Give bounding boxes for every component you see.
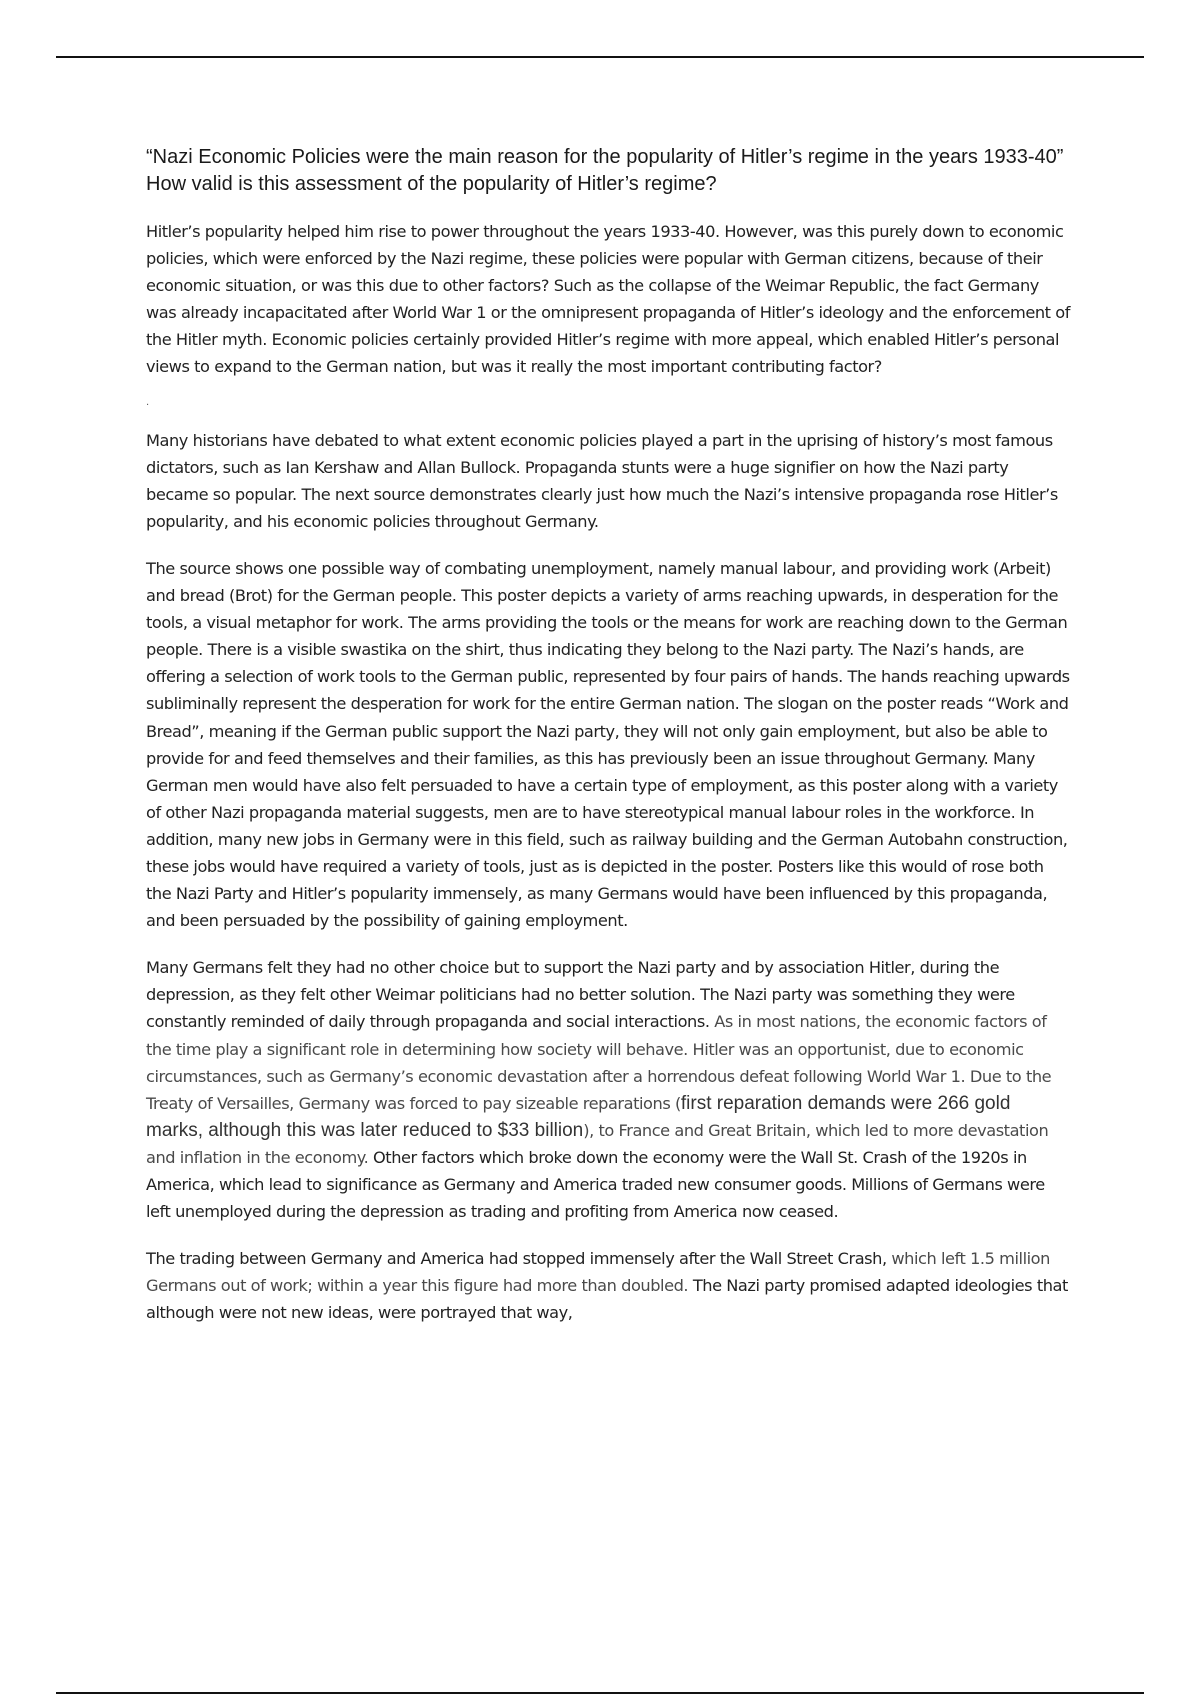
paragraph-4-part-a: Many Germans felt they had no other choice but to support the Nazi party and by association Hitler, during the depression, as they felt other Weimar politicians had no better solution. The Nazi party was something they were constantly reminded of daily through propaganda and social interactions. [146, 958, 1015, 1032]
footer-rule [56, 1692, 1144, 1694]
paragraph-5-part-c: The Nazi party promised adapted ideologies that although were not new ideas, were portrayed that way, [146, 1276, 1068, 1323]
paragraph-intro: Hitler’s popularity helped him rise to power throughout the years 1933-40. However, was this purely down to economic policies, which were enforced by the Nazi regime, these policies were popular with German citizens, because of their economic situation, or was this due to other factors? Such as the collapse of the Weimar Republic, the fact Germany was already incapacitated after World War 1 or the omnipresent propaganda of Hitler’s ideology and the enforcement of the Hitler myth. Economic policies certainly provided Hitler’s regime with more appeal, which enabled Hitler’s personal views to expand to the German nation, but was it really the most important contributing factor? [146, 222, 1070, 377]
paragraph-source-analysis: The source shows one possible way of combating unemployment, namely manual labour, and providing work (Arbeit) and bread (Brot) for the German people. This poster depicts a variety of arms reaching upwards, in desperation for the tools, a visual metaphor for work. The arms providing the tools or the means for work are reaching down to the German people. There is a visible swastika on the shirt, thus indicating they belong to the Nazi party. The Nazi’s hands, are offering a selection of work tools to the German public, represented by four pairs of hands. The hands reaching upwards subliminally represent the desperation for work for the entire German nation. The slogan on the poster reads “Work and Bread”, meaning if the German public support the Nazi party, they will not only gain employment, but also be able to provide for and feed themselves and their families, as this has previously been an issue throughout Germany. Many German men would have also felt persuaded to have a certain type of employment, as this poster along with a variety of other Nazi propaganda material suggests, men are to have stereotypical manual labour roles in the workforce. In addition, many new jobs in Germany were in this field, such as railway building and the German Autobahn construction, these jobs would have required a variety of tools, just as is depicted in the poster. Posters like this would of rose both the Nazi Party and Hitler’s popularity immensely, as many Germans would have been influenced by this propaganda, and been persuaded by the possibility of gaining employment. [146, 558, 1070, 931]
paragraph-4-part-e: Other factors which broke down the economy were the Wall St. Crash of the 1920s in America, which lead to significance as Germany and America traded new consumer goods. Millions of Germans were left unemployed during the depression as trading and profiting from America now ceased. [146, 1147, 1045, 1222]
paragraph-4-part-d: ), to France and Great Britain, which led to more devastation and inflation in the economy. [146, 1120, 1049, 1167]
paragraph-4-reparations-quote: first reparation demands were 266 gold marks, although this was later reduced to $33 billion [146, 1092, 1011, 1141]
paragraph-4-part-b: As in most nations, the economic factors of the time play a significant role in determining how society will behave. Hitler was an opportunist, due to economic circumstances, such as Germany’s economic devastation after a horrendous defeat following World War 1. Due to the Treaty of Versailles, Germany was forced to pay sizeable reparations ( [146, 1012, 1052, 1113]
header-rule [56, 56, 1144, 58]
paragraph-5-part-b: which left 1.5 million Germans out of work; within a year this figure had more than doubled. [146, 1249, 1050, 1296]
paragraph-historians: Many historians have debated to what extent economic policies played a part in the uprising of history’s most famous dictators, such as Ian Kershaw and Allan Bullock. Propaganda stunts were a huge signifier on how the Nazi party became so popular. The next source demonstrates clearly just how much the Nazi’s intensive propaganda rose Hitler’s popularity, and his economic policies throughout Germany. [146, 430, 1058, 531]
paragraph-economic-factors [146, 954, 1071, 1225]
paragraph-5-part-a: The trading between Germany and America had stopped immensely after the Wall Street Crash, [146, 1249, 892, 1269]
document-body [146, 144, 1071, 1346]
separator-dot: · [146, 399, 150, 411]
essay-title: “Nazi Economic Policies were the main reason for the popularity of Hitler’s regime in the years 1933-40” How valid is this assessment of the popularity of Hitler’s regime? [146, 146, 1064, 195]
paragraph-trade [146, 1245, 1071, 1326]
